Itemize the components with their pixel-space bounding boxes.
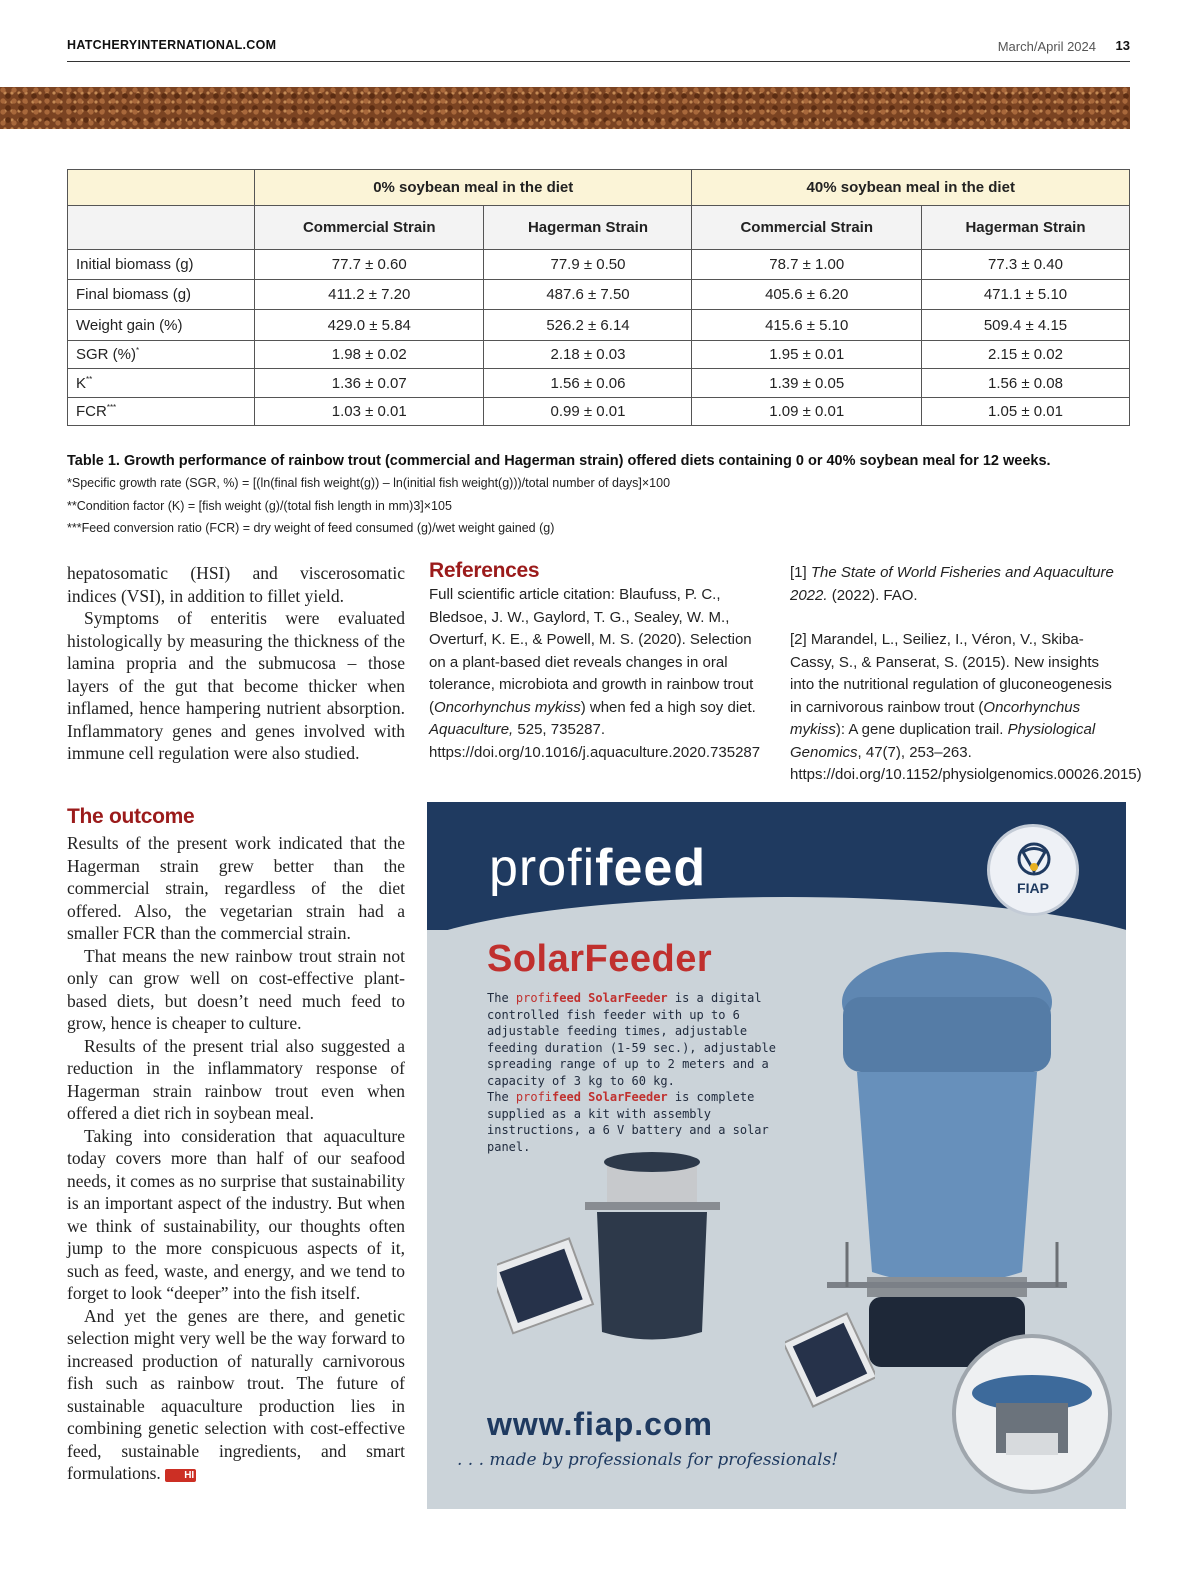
article-paragraph: Symptoms of enteritis were evaluated histologically by measuring the thickness of the lamina propria and the submucosa – those layers of the gut that become thicker when inflamed, hence hampering nutrient absorption. Inflammatory genes and genes involved with immune cell regulation were also studied.	[67, 608, 405, 763]
ad-description-2: The profifeed SolarFeeder is complete supplied as a kit with assembly instructions, a 6 V battery and a solar panel.	[487, 1090, 769, 1154]
group-header-0pct: 0% soybean meal in the diet	[255, 170, 692, 206]
row-label: Weight gain (%)	[68, 310, 255, 341]
small-feeder-image	[497, 1142, 757, 1352]
table-cell: 429.0 ± 5.84	[255, 310, 484, 341]
table-cell: 1.05 ± 0.01	[921, 398, 1129, 426]
ad-website-link[interactable]: www.fiap.com	[487, 1406, 713, 1442]
table-cell: 1.03 ± 0.01	[255, 398, 484, 426]
issue-date: March/April 2024	[997, 39, 1096, 54]
header-divider	[67, 61, 1130, 62]
ad-tagline: . . . made by professionals for professionals!	[457, 1450, 839, 1470]
table-row	[68, 280, 1130, 310]
footnote-k: **Condition factor (K) = [fish weight (g)/(total fish length in mm)3]×105	[67, 499, 452, 513]
table-row	[68, 250, 1130, 280]
table-row	[68, 310, 1130, 341]
table-cell: 509.4 ± 4.15	[921, 310, 1129, 341]
reference-citation: Full scientific article citation: Blaufuss, P. C., Bledsoe, J. W., Gaylord, T. G., Sealey, W. M., Overturf, K. E., & Powell, M. S. (2020). Selection on a plant-based diet reveals changes in oral tolerance, microbiota and growth in rainbow trout (Oncorhynchus mykiss) when fed a high soy diet. Aquaculture, 525, 735287. https://doi.org/10.1016/j.aquaculture.2020.735287	[429, 586, 761, 761]
strain-header: Hagerman Strain	[484, 206, 692, 250]
article-outcome-text	[67, 832, 405, 1485]
feed-pellet-banner	[0, 87, 1130, 129]
table-cell: 1.36 ± 0.07	[255, 369, 484, 398]
table-caption: Table 1. Growth performance of rainbow trout (commercial and Hagerman strain) offered diets containing 0 or 40% soybean meal for 12 weeks.	[67, 453, 1051, 469]
row-label: FCR***	[68, 398, 255, 426]
table-cell: 1.09 ± 0.01	[692, 398, 921, 426]
table-cell: 77.7 ± 0.60	[255, 250, 484, 280]
strain-header: Commercial Strain	[255, 206, 484, 250]
table-cell: 1.39 ± 0.05	[692, 369, 921, 398]
article-paragraph: Taking into consideration that aquaculture today covers more than half of our seafood needs, it comes as no surprise that sustainability is an important aspect of the industry. But when we think of sustainability, our thoughts often jump to the more conspicuous aspects of it, such as feed, waste, and energy, and we tend to forget to look “deeper” into the fish itself.	[67, 1125, 405, 1303]
page-number: 13	[1115, 38, 1130, 53]
table-cell: 2.18 ± 0.03	[484, 341, 692, 369]
footnote-fcr: ***Feed conversion ratio (FCR) = dry weight of feed consumed (g)/wet weight gained (g)	[67, 521, 555, 535]
article-paragraph: And yet the genes are there, and genetic selection might very well be the way forward to increased production of naturally carnivorous fish such as rainbow trout. The future of sustainable aquaculture production lies in combining genetic selection with cost-effective feed, sustainable ingredients, and smart formulations. HI	[67, 1305, 405, 1483]
references-heading: References	[429, 559, 540, 582]
solar-panel-image	[785, 1310, 875, 1410]
fiap-logo	[987, 824, 1079, 916]
table-cell: 1.98 ± 0.02	[255, 341, 484, 369]
hi-end-badge: HI	[165, 1469, 196, 1482]
table-cell: 1.56 ± 0.08	[921, 369, 1129, 398]
strain-header: Commercial Strain	[692, 206, 921, 250]
table-row	[68, 369, 1130, 398]
table-cell: 1.56 ± 0.06	[484, 369, 692, 398]
table-corner	[68, 170, 255, 206]
footnote-sgr: *Specific growth rate (SGR, %) = [(ln(final fish weight(g)) – ln(initial fish weight(g)))/total number of days]×100	[67, 476, 671, 490]
profifeed-brand: profifeed	[489, 839, 707, 897]
site-name: HATCHERYINTERNATIONAL.COM	[67, 38, 277, 52]
control-unit-image	[956, 1338, 1108, 1490]
row-label: K**	[68, 369, 255, 398]
table-corner	[68, 206, 255, 250]
table-cell: 1.95 ± 0.01	[692, 341, 921, 369]
product-title: SolarFeeder	[487, 938, 713, 980]
article-paragraph: Results of the present trial also suggested a reduction in the inflammatory response of Hagerman strain rainbow trout even when offered a diet rich in soybean meal.	[67, 1035, 405, 1123]
table-row	[68, 398, 1130, 426]
control-unit-inset	[952, 1334, 1112, 1494]
table-cell: 0.99 ± 0.01	[484, 398, 692, 426]
table-cell: 77.9 ± 0.50	[484, 250, 692, 280]
outcome-heading: The outcome	[67, 805, 195, 828]
article-top-text	[67, 562, 405, 765]
fiap-advertisement[interactable]	[427, 802, 1126, 1509]
table-cell: 487.6 ± 7.50	[484, 280, 692, 310]
table-cell: 411.2 ± 7.20	[255, 280, 484, 310]
table-cell: 471.1 ± 5.10	[921, 280, 1129, 310]
table-cell: 77.3 ± 0.40	[921, 250, 1129, 280]
row-label: Initial biomass (g)	[68, 250, 255, 280]
ad-description-1: The profifeed SolarFeeder is a digital controlled fish feeder with up to 6 adjustable feeding times, adjustable feeding duration (1-59 sec.), adjustable spreading range of up to 2 meters and a capacity of 3 kg to 60 kg.	[487, 991, 776, 1088]
fiap-fish-icon	[990, 827, 1082, 919]
article-paragraph: That means the new rainbow trout strain not only can grow well on cost-effective plant-based diets, but doesn’t need much feed to grow, hence is cheaper to culture.	[67, 945, 405, 1033]
table-cell: 78.7 ± 1.00	[692, 250, 921, 280]
table-row	[68, 341, 1130, 369]
growth-performance-table	[67, 169, 1130, 426]
article-paragraph: Results of the present work indicated that the Hagerman strain grew better than the commercial strain, regardless of the diet offered. Also, the vegetarian strain had a smaller FCR than the commercial strain.	[67, 833, 405, 943]
row-label: SGR (%)*	[68, 341, 255, 369]
row-label: Final biomass (g)	[68, 280, 255, 310]
group-header-40pct: 40% soybean meal in the diet	[692, 170, 1130, 206]
reference-1: [1] The State of World Fisheries and Aquaculture 2022. (2022). FAO.	[790, 564, 1114, 604]
strain-header: Hagerman Strain	[921, 206, 1129, 250]
table-cell: 526.2 ± 6.14	[484, 310, 692, 341]
reference-2: [2] Marandel, L., Seiliez, I., Véron, V., Skiba-Cassy, S., & Panserat, S. (2015). New insights into the nutritional regulation of gluconeogenesis in carnivorous rainbow trout (Oncorhynchus mykiss): A gene duplication trail. Physiological Genomics, 47(7), 253–263. https://doi.org/10.1152/physiolgenomics.00026.2015)	[790, 631, 1142, 783]
table-cell: 405.6 ± 6.20	[692, 280, 921, 310]
table-cell: 2.15 ± 0.02	[921, 341, 1129, 369]
fiap-logo-text: FIAP	[1017, 880, 1049, 896]
article-paragraph: hepatosomatic (HSI) and viscerosomatic indices (VSI), in addition to fillet yield.	[67, 563, 405, 606]
table-cell: 415.6 ± 5.10	[692, 310, 921, 341]
